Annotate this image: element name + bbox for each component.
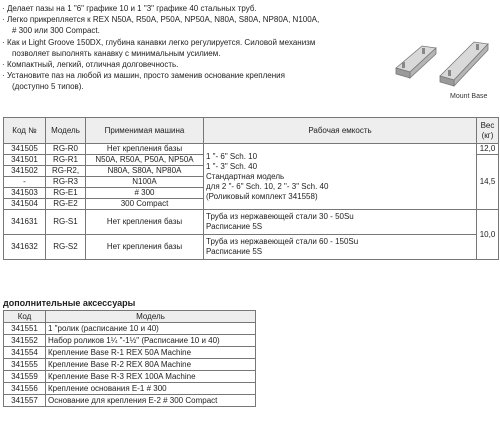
- capacity-line: (Роликовый комплект 341558): [206, 191, 318, 201]
- spec-weight: 12,0: [477, 144, 499, 155]
- spec-capacity-standard: [204, 144, 477, 210]
- spec-capacity-s1: [204, 210, 477, 235]
- spec-code: 341631: [4, 210, 46, 235]
- spec-machine: Нет крепления базы: [86, 210, 204, 235]
- table-row: [4, 235, 499, 260]
- spec-code: 341501: [4, 155, 46, 166]
- capacity-line: 1 "- 3" Sch. 40: [206, 161, 258, 171]
- feature-item: позволяет выполнять канавку с минимальным усилием.: [12, 48, 221, 58]
- acc-header-code: Код: [4, 311, 46, 323]
- spec-machine: 300 Compact: [86, 199, 204, 210]
- table-row: [4, 359, 256, 371]
- capacity-line: Труба из нержавеющей стали 60 - 150Su: [206, 237, 359, 246]
- spec-code: 341504: [4, 199, 46, 210]
- feature-item: · Компактный, легкий, отличная долговечность.: [2, 59, 382, 70]
- capacity-line: Расписание 5S: [206, 247, 263, 256]
- spec-table: [3, 117, 499, 260]
- spec-code: -: [4, 177, 46, 188]
- acc-code: 341555: [4, 359, 46, 371]
- acc-model: Набор роликов 1¼ "-1½" (Расписание 10 и 40): [46, 335, 256, 347]
- spec-model: RG-E2: [46, 199, 86, 210]
- spec-capacity-s2: [204, 235, 477, 260]
- table-row: [4, 210, 499, 235]
- feature-item: · Легко прикрепляется к REX N50A, R50A, P50A, NP50A, N80A, S80A, NP80A, N100A,: [2, 14, 382, 25]
- table-row: [4, 395, 256, 407]
- spec-model: RG-R3: [46, 177, 86, 188]
- spec-header-machine: Применимая машина: [86, 118, 204, 144]
- spec-weight: 14,5: [477, 155, 499, 210]
- spec-machine: N100A: [86, 177, 204, 188]
- spec-code: 341502: [4, 166, 46, 177]
- spec-model: RG-R2,: [46, 166, 86, 177]
- feature-item: · Делает пазы на 1 "6" графике 10 и 1 "3" графике 40 стальных труб.: [2, 3, 382, 14]
- acc-model: Крепление основания E-1 # 300: [46, 383, 256, 395]
- feature-item: · Как и Light Groove 150DX, глубина канавки легко регулируется. Силовой механизм: [2, 37, 382, 48]
- table-row: [4, 335, 256, 347]
- accessories-header-row: [4, 311, 256, 323]
- spec-code: 341503: [4, 188, 46, 199]
- spec-model: RG-R1: [46, 155, 86, 166]
- spec-model: RG-S1: [46, 210, 86, 235]
- spec-machine: # 300: [86, 188, 204, 199]
- feature-item: · Установите паз на любой из машин, просто заменив основание крепления: [2, 70, 382, 81]
- acc-code: 341556: [4, 383, 46, 395]
- capacity-line: Расписание 5S: [206, 222, 263, 231]
- acc-model: 1 "ролик (расписание 10 и 40): [46, 323, 256, 335]
- capacity-line: Стандартная модель: [206, 171, 285, 181]
- spec-header-model: Модель: [46, 118, 86, 144]
- acc-model: Крепление Base R-3 REX 100A Machine: [46, 371, 256, 383]
- spec-code: 341632: [4, 235, 46, 260]
- acc-code: 341559: [4, 371, 46, 383]
- table-row: [4, 371, 256, 383]
- capacity-line: для 2 "- 6" Sch. 10, 2 "- 3" Sch. 40: [206, 181, 329, 191]
- feature-item: # 300 или 300 Compact.: [12, 26, 100, 36]
- spec-code: 341505: [4, 144, 46, 155]
- spec-model: RG-E1: [46, 188, 86, 199]
- spec-header-weight: Вес (кг): [477, 118, 499, 144]
- acc-header-model: Модель: [46, 311, 256, 323]
- spec-header-row: [4, 118, 499, 144]
- spec-weight: 10,0: [477, 210, 499, 260]
- acc-model: Крепление Base R-2 REX 80A Machine: [46, 359, 256, 371]
- table-row: [4, 347, 256, 359]
- spec-machine: Нет крепления базы: [86, 235, 204, 260]
- accessories-title: дополнительные аксессуары: [3, 298, 136, 308]
- capacity-line: 1 "- 6" Sch. 10: [206, 151, 258, 161]
- acc-code: 341551: [4, 323, 46, 335]
- spec-machine: Нет крепления базы: [86, 144, 204, 155]
- spec-header-code: Код №: [4, 118, 46, 144]
- spec-machine: N50A, R50A, P50A, NP50A: [86, 155, 204, 166]
- illustration-label: Mount Base: [450, 93, 488, 100]
- acc-code: 341552: [4, 335, 46, 347]
- table-row: [4, 383, 256, 395]
- table-row: [4, 144, 499, 155]
- mount-base-icon: [392, 28, 492, 90]
- acc-code: 341557: [4, 395, 46, 407]
- feature-item: (доступно 5 типов).: [12, 82, 84, 92]
- capacity-line: Труба из нержавеющей стали 30 - 50Su: [206, 212, 354, 221]
- table-row: [4, 323, 256, 335]
- spec-model: RG-S2: [46, 235, 86, 260]
- accessories-table: [3, 310, 256, 407]
- acc-code: 341554: [4, 347, 46, 359]
- spec-machine: N80A, S80A, NP80A: [86, 166, 204, 177]
- acc-model: Крепление Base R-1 REX 50A Machine: [46, 347, 256, 359]
- acc-model: Основание для крепления E-2 # 300 Compact: [46, 395, 256, 407]
- spec-header-capacity: Рабочая емкость: [204, 118, 477, 144]
- feature-list: [2, 3, 382, 93]
- spec-model: RG-R0: [46, 144, 86, 155]
